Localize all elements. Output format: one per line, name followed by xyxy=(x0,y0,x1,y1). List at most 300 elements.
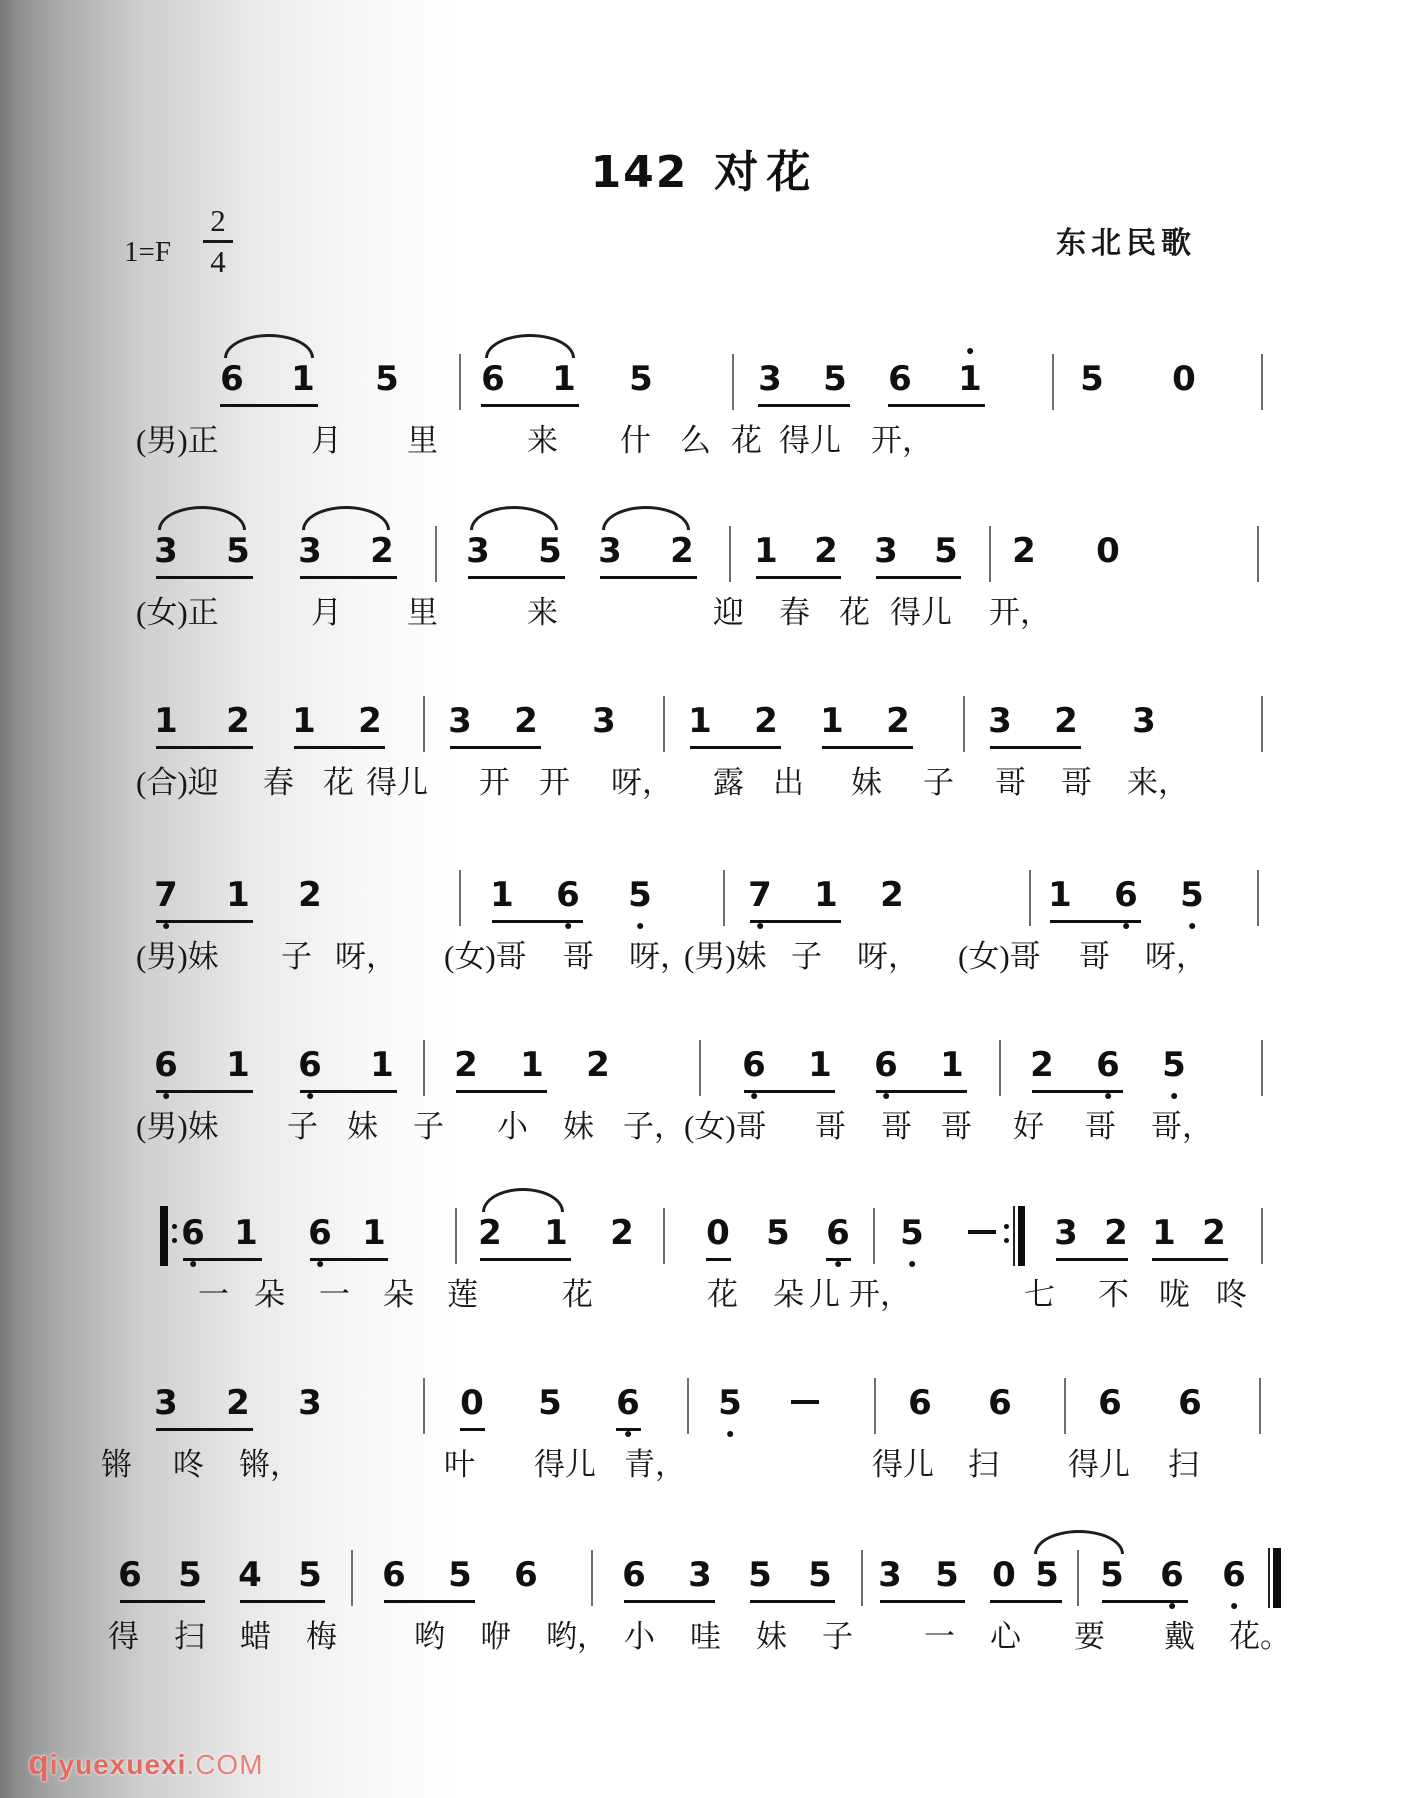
half-note-dash xyxy=(791,1400,819,1404)
note-digit: 2 xyxy=(1202,1213,1226,1253)
lyric-syllable: 里 xyxy=(407,595,438,630)
watermark-name: iyuexuexi xyxy=(49,1749,187,1780)
lyric-syllable: 花 xyxy=(562,1277,593,1312)
lyric-syllable: 扫 xyxy=(968,1447,999,1482)
lyric-syllable: 来 xyxy=(527,595,558,630)
slur-arc xyxy=(1034,1530,1124,1554)
slur-arc xyxy=(302,506,390,530)
lyric-syllable: (男)妹 xyxy=(684,939,767,974)
lyric-syllable: 得儿 xyxy=(872,1447,934,1482)
note-digit: 6 xyxy=(1222,1556,1246,1594)
note-digit: 3 xyxy=(878,1555,902,1595)
lyric-syllable: 哥 xyxy=(881,1109,912,1144)
beam-line xyxy=(880,1600,965,1603)
lyric-syllable: 得 xyxy=(108,1619,139,1654)
note-digit: 5 xyxy=(178,1555,202,1595)
note-digit: 3 xyxy=(988,701,1012,741)
lyric-syllable: 哥 xyxy=(1061,765,1092,800)
octave-dot-low xyxy=(1169,1603,1175,1609)
repeat-dot xyxy=(1004,1224,1009,1229)
repeat-thick-bar xyxy=(160,1206,168,1266)
note-digit: 2 xyxy=(1012,531,1036,571)
lyric-syllable: 得儿 xyxy=(534,1447,596,1482)
lyric-syllable: 一 xyxy=(319,1277,350,1312)
note-digit: 5 xyxy=(935,1555,959,1595)
note-digit: 5 xyxy=(1100,1555,1124,1595)
note-digit: 1 xyxy=(292,701,316,741)
lyric-syllable: 妹 xyxy=(851,765,882,800)
song-number: 142 xyxy=(590,147,689,198)
lyric-syllable: 咚 xyxy=(173,1447,204,1482)
note-digit: 5 xyxy=(766,1213,790,1253)
note-digit: 5 xyxy=(718,1384,742,1422)
lyric-syllable: 要 xyxy=(1074,1619,1105,1654)
beam-line xyxy=(706,1258,731,1261)
barline xyxy=(591,1550,593,1606)
beam-line xyxy=(1056,1258,1128,1261)
note-digit: 3 xyxy=(298,1383,322,1423)
note-digit: 7 xyxy=(748,876,772,914)
lyric-syllable: 得儿 xyxy=(1068,1447,1130,1482)
barline xyxy=(423,1378,425,1434)
note-digit: 6 xyxy=(220,359,244,399)
octave-dot-low xyxy=(625,1431,631,1437)
barline xyxy=(1052,354,1054,410)
note-digit: 6 xyxy=(181,1214,205,1252)
final-thick-bar xyxy=(1273,1548,1281,1608)
lyric-syllable: 咙 xyxy=(1159,1277,1190,1312)
lyric-syllable: (男)正 xyxy=(136,423,219,458)
barline xyxy=(1029,870,1031,926)
lyric-syllable: 梅 xyxy=(306,1619,337,1654)
beam-line xyxy=(156,1428,253,1431)
note-digit: 1 xyxy=(154,701,178,741)
lyric-syllable: 露 xyxy=(713,765,744,800)
lyric-syllable: (女)哥 xyxy=(958,939,1041,974)
octave-dot-low xyxy=(1123,923,1129,929)
repeat-thick-bar xyxy=(1018,1206,1025,1266)
note-digit: 5 xyxy=(226,531,250,571)
note-digit: 3 xyxy=(874,531,898,571)
note-digit: 6 xyxy=(742,1046,766,1084)
beam-line xyxy=(480,1258,571,1261)
beam-line xyxy=(384,1600,475,1603)
beam-line xyxy=(690,746,781,749)
octave-dot-low xyxy=(1189,923,1195,929)
slur-arc xyxy=(470,506,558,530)
watermark-initial: q xyxy=(28,1744,50,1782)
note-digit: 2 xyxy=(610,1213,634,1253)
beam-line xyxy=(481,404,579,407)
note-digit: 6 xyxy=(622,1555,646,1595)
note-digit: 6 xyxy=(988,1383,1012,1423)
note-digit: 2 xyxy=(226,701,250,741)
note-digit: 5 xyxy=(900,1214,924,1252)
note-digit: 1 xyxy=(226,875,250,915)
note-digit: 6 xyxy=(556,876,580,914)
beam-line xyxy=(183,1258,262,1261)
note-digit: 5 xyxy=(1080,359,1104,399)
octave-dot-low xyxy=(727,1431,733,1437)
lyric-syllable: 锵 xyxy=(101,1447,132,1482)
lyric-syllable: 呀， xyxy=(1145,939,1207,974)
note-digit: 1 xyxy=(234,1213,258,1253)
note-digit: 2 xyxy=(226,1383,250,1423)
song-name: 对花 xyxy=(714,148,819,197)
note-digit: 7 xyxy=(154,876,178,914)
beam-line xyxy=(990,746,1081,749)
octave-dot-low xyxy=(317,1261,323,1267)
lyric-syllable: 戴 xyxy=(1164,1619,1195,1654)
rest-digit: 0 xyxy=(1172,359,1196,399)
octave-dot-low xyxy=(565,923,571,929)
lyric-syllable: 得儿 xyxy=(779,423,841,458)
note-digit: 6 xyxy=(1096,1046,1120,1084)
lyric-syllable: (女)正 xyxy=(136,595,219,630)
note-digit: 6 xyxy=(514,1555,538,1595)
barline xyxy=(435,526,437,582)
lyric-syllable: 朵 xyxy=(773,1277,804,1312)
lyric-syllable: 哥 xyxy=(563,939,594,974)
beam-line xyxy=(300,576,397,579)
note-digit: 1 xyxy=(544,1213,568,1253)
note-digit: 1 xyxy=(370,1045,394,1085)
beam-line xyxy=(990,1600,1062,1603)
system-1 xyxy=(0,360,1409,478)
lyric-syllable: 朵 xyxy=(383,1277,414,1312)
octave-dot-low xyxy=(1105,1093,1111,1099)
note-digit: 5 xyxy=(375,359,399,399)
note-digit: 1 xyxy=(688,701,712,741)
lyric-syllable: 子 xyxy=(413,1109,444,1144)
note-digit: 1 xyxy=(1152,1213,1176,1253)
note-digit: 3 xyxy=(1054,1213,1078,1253)
note-digit: 6 xyxy=(118,1555,142,1595)
octave-dot-low xyxy=(757,923,763,929)
note-digit: 6 xyxy=(826,1214,850,1252)
lyric-syllable: 出 xyxy=(773,765,804,800)
lyric-syllable: (合)迎 xyxy=(136,765,219,800)
lyric-syllable: 春 xyxy=(263,765,294,800)
note-digit: 2 xyxy=(454,1045,478,1085)
lyric-syllable: 呀， xyxy=(335,939,397,974)
barline xyxy=(699,1040,701,1096)
lyric-syllable: 开 xyxy=(479,765,510,800)
lyric-syllable: 哥 xyxy=(1079,939,1110,974)
system-2 xyxy=(0,532,1409,650)
lyric-syllable: 蜡 xyxy=(240,1619,271,1654)
beam-line xyxy=(240,1600,325,1603)
system-3 xyxy=(0,702,1409,820)
lyric-syllable: 花 xyxy=(707,1277,738,1312)
lyric-syllable: 什 xyxy=(620,423,651,458)
note-digit: 5 xyxy=(823,359,847,399)
lyric-syllable: 开， xyxy=(849,1277,911,1312)
watermark-tld: .COM xyxy=(186,1749,264,1780)
beam-line xyxy=(156,576,253,579)
beam-line xyxy=(744,1090,835,1093)
lyric-syllable: 迎 xyxy=(713,595,744,630)
lyric-syllable: 得儿 xyxy=(890,595,952,630)
lyric-syllable: 哥 xyxy=(941,1109,972,1144)
note-digit: 2 xyxy=(1054,701,1078,741)
lyric-syllable: 哟 xyxy=(414,1619,445,1654)
octave-dot-low xyxy=(909,1261,915,1267)
note-digit: 5 xyxy=(448,1555,472,1595)
note-digit: 1 xyxy=(226,1045,250,1085)
lyric-syllable: 呀， xyxy=(611,765,673,800)
note-digit: 6 xyxy=(1098,1383,1122,1423)
note-digit: 5 xyxy=(538,1383,562,1423)
slur-arc xyxy=(482,1188,564,1212)
beam-line xyxy=(876,576,961,579)
watermark xyxy=(28,1744,264,1783)
note-digit: 4 xyxy=(238,1555,262,1595)
lyric-syllable: 子 xyxy=(281,939,312,974)
beam-line xyxy=(1102,1600,1188,1603)
lyric-syllable: 里 xyxy=(407,423,438,458)
final-thin-bar xyxy=(1268,1548,1270,1608)
note-digit: 6 xyxy=(616,1384,640,1422)
lyric-syllable: 开， xyxy=(989,595,1051,630)
note-digit: 5 xyxy=(538,531,562,571)
lyric-syllable: 得儿 xyxy=(366,765,428,800)
beam-line xyxy=(220,404,318,407)
note-digit: 2 xyxy=(586,1045,610,1085)
song-title xyxy=(0,136,1409,200)
beam-line xyxy=(460,1428,485,1431)
note-digit: 6 xyxy=(154,1046,178,1084)
barline xyxy=(663,696,665,752)
octave-dot-low xyxy=(835,1261,841,1267)
lyric-syllable: 儿 xyxy=(809,1277,840,1312)
barline xyxy=(663,1208,665,1264)
lyric-syllable: (男)妹 xyxy=(136,939,219,974)
note-digit: 5 xyxy=(1180,876,1204,914)
note-digit: 1 xyxy=(814,875,838,915)
note-digit: 1 xyxy=(1048,875,1072,915)
slur-arc xyxy=(158,506,246,530)
lyric-syllable: 子 xyxy=(287,1109,318,1144)
lyric-syllable: 锵， xyxy=(239,1447,301,1482)
octave-dot-low xyxy=(637,923,643,929)
note-digit: 5 xyxy=(934,531,958,571)
barline xyxy=(1261,1040,1263,1096)
note-digit: 1 xyxy=(808,1045,832,1085)
lyric-syllable: 扫 xyxy=(1168,1447,1199,1482)
note-digit: 3 xyxy=(466,531,490,571)
beam-line xyxy=(876,1090,967,1093)
note-digit: 3 xyxy=(154,1383,178,1423)
lyric-syllable: 么 xyxy=(680,423,711,458)
lyric-syllable: 哥 xyxy=(815,1109,846,1144)
lyric-syllable: 呀， xyxy=(629,939,691,974)
note-digit: 6 xyxy=(1114,876,1138,914)
note-digit: 1 xyxy=(520,1045,544,1085)
note-digit: 6 xyxy=(382,1555,406,1595)
lyric-syllable: 开， xyxy=(871,423,933,458)
lyric-syllable: 叶 xyxy=(444,1447,475,1482)
barline xyxy=(999,1040,1001,1096)
lyric-syllable: 妹 xyxy=(756,1619,787,1654)
note-digit: 1 xyxy=(362,1213,386,1253)
note-digit: 2 xyxy=(298,875,322,915)
beam-line xyxy=(822,746,913,749)
note-digit: 6 xyxy=(308,1214,332,1252)
beam-line xyxy=(624,1600,715,1603)
barline xyxy=(1257,870,1259,926)
lyric-syllable: 月 xyxy=(311,595,342,630)
octave-dot-low xyxy=(883,1093,889,1099)
note-digit: 6 xyxy=(874,1046,898,1084)
note-digit: 1 xyxy=(940,1045,964,1085)
barline xyxy=(423,696,425,752)
barline xyxy=(861,1550,863,1606)
lyric-syllable: (女)哥 xyxy=(684,1109,767,1144)
beam-line xyxy=(600,576,697,579)
repeat-dot xyxy=(172,1238,177,1243)
note-digit: 3 xyxy=(592,701,616,741)
lyric-syllable: 哥 xyxy=(995,765,1026,800)
time-signature-divider xyxy=(203,240,233,243)
barline xyxy=(459,354,461,410)
note-digit: 1 xyxy=(754,531,778,571)
lyric-syllable: 子， xyxy=(623,1109,685,1144)
key-signature: 1=F xyxy=(124,236,171,268)
slur-arc xyxy=(602,506,690,530)
lyric-syllable: 青， xyxy=(624,1447,686,1482)
note-digit: 3 xyxy=(1132,701,1156,741)
system-7 xyxy=(0,1384,1409,1502)
lyric-syllable: 一 xyxy=(924,1619,955,1654)
note-digit: 6 xyxy=(908,1383,932,1423)
lyric-syllable: 朵 xyxy=(254,1277,285,1312)
slur-arc xyxy=(485,334,575,358)
half-note-dash xyxy=(968,1230,996,1234)
barline xyxy=(455,1208,457,1264)
barline xyxy=(1064,1378,1066,1434)
octave-dot-low xyxy=(190,1261,196,1267)
barline xyxy=(1077,1550,1079,1606)
beam-line xyxy=(156,746,253,749)
beam-line xyxy=(468,576,565,579)
note-digit: 2 xyxy=(370,531,394,571)
barline xyxy=(1261,1208,1263,1264)
lyric-syllable: 花 xyxy=(839,595,870,630)
lyric-syllable: 咿 xyxy=(480,1619,511,1654)
octave-dot-low xyxy=(751,1093,757,1099)
repeat-dot xyxy=(172,1224,177,1229)
beam-line xyxy=(156,1090,253,1093)
note-digit: 1 xyxy=(958,360,982,398)
beam-line xyxy=(1152,1258,1228,1261)
lyric-syllable: 小 xyxy=(497,1109,528,1144)
repeat-dot xyxy=(1004,1238,1009,1243)
lyric-syllable: 扫 xyxy=(174,1619,205,1654)
note-digit: 2 xyxy=(754,701,778,741)
barline xyxy=(687,1378,689,1434)
octave-dot-low xyxy=(163,1093,169,1099)
lyric-syllable: 七 xyxy=(1024,1277,1055,1312)
note-digit: 2 xyxy=(1104,1213,1128,1253)
lyric-syllable: 来 xyxy=(527,423,558,458)
lyric-syllable: (男)妹 xyxy=(136,1109,219,1144)
lyric-syllable: 哇 xyxy=(690,1619,721,1654)
lyric-syllable: 子 xyxy=(822,1619,853,1654)
beam-line xyxy=(294,746,385,749)
note-digit: 2 xyxy=(478,1213,502,1253)
barline xyxy=(1259,1378,1261,1434)
lyric-syllable: 咚 xyxy=(1216,1277,1247,1312)
lyric-syllable: 小 xyxy=(624,1619,655,1654)
octave-dot-low xyxy=(307,1093,313,1099)
lyric-syllable: 花 xyxy=(323,765,354,800)
lyric-syllable: 子 xyxy=(923,765,954,800)
rest-digit: 0 xyxy=(992,1555,1016,1595)
lyric-syllable: 开 xyxy=(539,765,570,800)
note-digit: 2 xyxy=(1030,1045,1054,1085)
note-digit: 2 xyxy=(358,701,382,741)
lyric-syllable: 一 xyxy=(198,1277,229,1312)
lyric-syllable: 花。 xyxy=(1229,1619,1291,1654)
octave-dot-low xyxy=(163,923,169,929)
note-digit: 3 xyxy=(448,701,472,741)
lyric-syllable: 哥 xyxy=(1085,1109,1116,1144)
lyric-syllable: 呀， xyxy=(857,939,919,974)
repeat-thin-bar xyxy=(1013,1206,1015,1266)
note-digit: 5 xyxy=(629,359,653,399)
note-digit: 5 xyxy=(298,1555,322,1595)
note-digit: 6 xyxy=(1160,1556,1184,1594)
beam-line xyxy=(156,920,253,923)
barline xyxy=(459,870,461,926)
note-digit: 5 xyxy=(628,876,652,914)
beam-line xyxy=(756,576,841,579)
note-digit: 6 xyxy=(888,359,912,399)
lyric-syllable: 好 xyxy=(1013,1109,1044,1144)
note-digit: 3 xyxy=(154,531,178,571)
lyric-syllable: 花 xyxy=(731,423,762,458)
lyric-syllable: (女)哥 xyxy=(444,939,527,974)
note-digit: 2 xyxy=(886,701,910,741)
octave-dot-low xyxy=(1171,1093,1177,1099)
barline xyxy=(873,1208,875,1264)
barline xyxy=(351,1550,353,1606)
note-digit: 6 xyxy=(1178,1383,1202,1423)
beam-line xyxy=(456,1090,547,1093)
slur-arc xyxy=(224,334,314,358)
lyric-syllable: 心 xyxy=(990,1619,1021,1654)
note-digit: 5 xyxy=(748,1555,772,1595)
octave-dot-high xyxy=(967,348,973,354)
barline xyxy=(423,1040,425,1096)
lyric-syllable: 妹 xyxy=(347,1109,378,1144)
time-signature-top: 2 xyxy=(210,203,226,238)
note-digit: 2 xyxy=(880,875,904,915)
note-digit: 2 xyxy=(814,531,838,571)
barline xyxy=(1261,354,1263,410)
system-8 xyxy=(0,1556,1409,1674)
rest-digit: 0 xyxy=(1096,531,1120,571)
note-digit: 3 xyxy=(598,531,622,571)
note-digit: 3 xyxy=(758,359,782,399)
note-digit: 3 xyxy=(298,531,322,571)
lyric-syllable: 月 xyxy=(311,423,342,458)
note-digit: 6 xyxy=(298,1046,322,1084)
barline xyxy=(874,1378,876,1434)
note-digit: 2 xyxy=(514,701,538,741)
note-digit: 5 xyxy=(1162,1046,1186,1084)
